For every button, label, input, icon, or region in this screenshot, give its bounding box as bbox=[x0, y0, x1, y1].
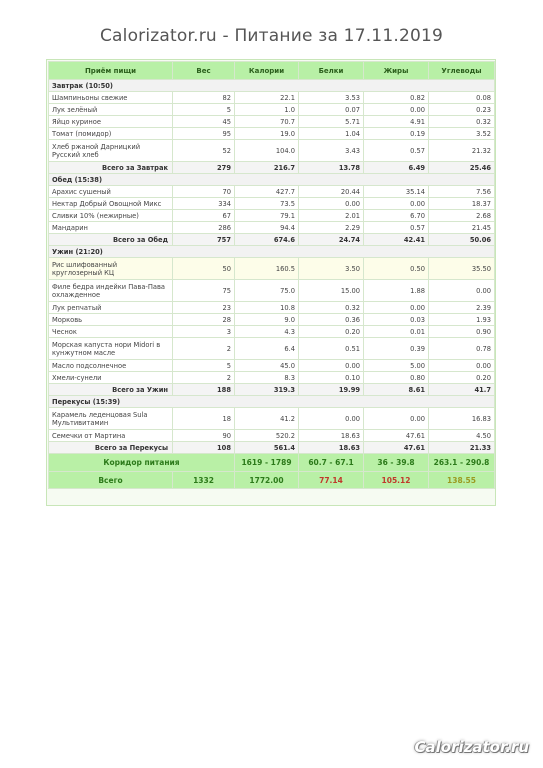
food-fat: 6.70 bbox=[364, 210, 429, 222]
section-total-protein: 24.74 bbox=[299, 234, 364, 246]
table-row bbox=[49, 372, 495, 384]
food-fat: 5.00 bbox=[364, 360, 429, 372]
food-calories: 8.3 bbox=[235, 372, 299, 384]
food-protein: 15.00 bbox=[299, 280, 364, 302]
food-carbs: 18.37 bbox=[429, 198, 495, 210]
section-total-label: Всего за Завтрак bbox=[49, 162, 173, 174]
food-weight: 2 bbox=[173, 372, 235, 384]
food-weight: 95 bbox=[173, 128, 235, 140]
section-title: Ужин (21:20) bbox=[49, 246, 495, 258]
food-fat: 0.57 bbox=[364, 140, 429, 162]
food-protein: 0.32 bbox=[299, 302, 364, 314]
food-weight: 75 bbox=[173, 280, 235, 302]
section-title: Обед (15:38) bbox=[49, 174, 495, 186]
food-carbs: 2.39 bbox=[429, 302, 495, 314]
food-carbs: 0.23 bbox=[429, 104, 495, 116]
table-header-row bbox=[49, 62, 495, 80]
food-carbs: 35.50 bbox=[429, 258, 495, 280]
food-name: Семечки от Мартина bbox=[49, 430, 173, 442]
food-name: Хлеб ржаной Дарницкий Русский хлеб bbox=[49, 140, 173, 162]
food-carbs: 0.00 bbox=[429, 360, 495, 372]
food-name: Нектар Добрый Овощной Микс bbox=[49, 198, 173, 210]
table-row bbox=[49, 280, 495, 302]
section-title: Перекусы (15:39) bbox=[49, 396, 495, 408]
food-carbs: 0.32 bbox=[429, 116, 495, 128]
table-row bbox=[49, 258, 495, 280]
food-fat: 0.39 bbox=[364, 338, 429, 360]
section-total-label: Всего за Ужин bbox=[49, 384, 173, 396]
column-header-protein: Белки bbox=[299, 62, 364, 80]
food-weight: 67 bbox=[173, 210, 235, 222]
section-total-calories: 561.4 bbox=[235, 442, 299, 454]
food-fat: 0.80 bbox=[364, 372, 429, 384]
food-calories: 10.8 bbox=[235, 302, 299, 314]
food-name: Чеснок bbox=[49, 326, 173, 338]
food-calories: 70.7 bbox=[235, 116, 299, 128]
food-protein: 2.01 bbox=[299, 210, 364, 222]
food-weight: 70 bbox=[173, 186, 235, 198]
column-header-calories: Калории bbox=[235, 62, 299, 80]
grand-total-fat: 105.12 bbox=[364, 472, 429, 489]
food-carbs: 0.20 bbox=[429, 372, 495, 384]
table-row bbox=[49, 222, 495, 234]
food-weight: 286 bbox=[173, 222, 235, 234]
grand-total-label: Всего bbox=[49, 472, 173, 489]
food-weight: 23 bbox=[173, 302, 235, 314]
section-total-protein: 19.99 bbox=[299, 384, 364, 396]
food-protein: 20.44 bbox=[299, 186, 364, 198]
food-protein: 0.00 bbox=[299, 198, 364, 210]
food-name: Томат (помидор) bbox=[49, 128, 173, 140]
food-carbs: 1.93 bbox=[429, 314, 495, 326]
food-protein: 3.50 bbox=[299, 258, 364, 280]
food-fat: 0.50 bbox=[364, 258, 429, 280]
food-carbs: 16.83 bbox=[429, 408, 495, 430]
food-calories: 94.4 bbox=[235, 222, 299, 234]
food-weight: 2 bbox=[173, 338, 235, 360]
section-total-row bbox=[49, 234, 495, 246]
food-fat: 0.57 bbox=[364, 222, 429, 234]
section-total-row bbox=[49, 162, 495, 174]
food-calories: 73.5 bbox=[235, 198, 299, 210]
section-total-carbs: 25.46 bbox=[429, 162, 495, 174]
food-fat: 0.00 bbox=[364, 198, 429, 210]
food-protein: 0.36 bbox=[299, 314, 364, 326]
food-calories: 6.4 bbox=[235, 338, 299, 360]
food-calories: 160.5 bbox=[235, 258, 299, 280]
food-name: Мандарин bbox=[49, 222, 173, 234]
section-total-label: Всего за Перекусы bbox=[49, 442, 173, 454]
table-row bbox=[49, 314, 495, 326]
food-weight: 5 bbox=[173, 360, 235, 372]
food-calories: 22.1 bbox=[235, 92, 299, 104]
table-row bbox=[49, 116, 495, 128]
food-name: Лук репчатый bbox=[49, 302, 173, 314]
grand-total-row bbox=[49, 472, 495, 489]
food-protein: 0.20 bbox=[299, 326, 364, 338]
section-total-weight: 757 bbox=[173, 234, 235, 246]
food-protein: 2.29 bbox=[299, 222, 364, 234]
section-total-protein: 18.63 bbox=[299, 442, 364, 454]
food-fat: 1.88 bbox=[364, 280, 429, 302]
section-header-row bbox=[49, 80, 495, 92]
food-weight: 28 bbox=[173, 314, 235, 326]
food-name: Сливки 10% (нежирные) bbox=[49, 210, 173, 222]
food-name: Яйцо куриное bbox=[49, 116, 173, 128]
table-row bbox=[49, 128, 495, 140]
food-fat: 47.61 bbox=[364, 430, 429, 442]
food-calories: 520.2 bbox=[235, 430, 299, 442]
food-weight: 90 bbox=[173, 430, 235, 442]
table-body bbox=[49, 80, 495, 454]
food-fat: 4.91 bbox=[364, 116, 429, 128]
section-header-row bbox=[49, 246, 495, 258]
table-row bbox=[49, 326, 495, 338]
food-calories: 9.0 bbox=[235, 314, 299, 326]
table-row bbox=[49, 104, 495, 116]
food-weight: 50 bbox=[173, 258, 235, 280]
food-name: Филе бедра индейки Пава-Пава охлажденное bbox=[49, 280, 173, 302]
food-fat: 0.82 bbox=[364, 92, 429, 104]
food-calories: 19.0 bbox=[235, 128, 299, 140]
food-fat: 0.00 bbox=[364, 408, 429, 430]
food-weight: 334 bbox=[173, 198, 235, 210]
food-carbs: 0.78 bbox=[429, 338, 495, 360]
food-protein: 5.71 bbox=[299, 116, 364, 128]
grand-total-weight: 1332 bbox=[173, 472, 235, 489]
table-row bbox=[49, 408, 495, 430]
column-header-weight: Вес bbox=[173, 62, 235, 80]
section-total-label: Всего за Обед bbox=[49, 234, 173, 246]
food-protein: 0.00 bbox=[299, 360, 364, 372]
corridor-carbs: 263.1 - 290.8 bbox=[429, 454, 495, 472]
food-calories: 79.1 bbox=[235, 210, 299, 222]
food-protein: 0.07 bbox=[299, 104, 364, 116]
food-protein: 0.00 bbox=[299, 408, 364, 430]
column-header-carbs: Углеводы bbox=[429, 62, 495, 80]
section-total-calories: 216.7 bbox=[235, 162, 299, 174]
table-row bbox=[49, 186, 495, 198]
food-weight: 82 bbox=[173, 92, 235, 104]
food-calories: 427.7 bbox=[235, 186, 299, 198]
corridor-row bbox=[49, 454, 495, 472]
table-row bbox=[49, 430, 495, 442]
food-name: Рис шлифованный круглозерный КЦ bbox=[49, 258, 173, 280]
grand-total-protein: 77.14 bbox=[299, 472, 364, 489]
food-protein: 3.43 bbox=[299, 140, 364, 162]
food-fat: 35.14 bbox=[364, 186, 429, 198]
section-total-fat: 6.49 bbox=[364, 162, 429, 174]
column-header-fat: Жиры bbox=[364, 62, 429, 80]
food-carbs: 3.52 bbox=[429, 128, 495, 140]
food-weight: 3 bbox=[173, 326, 235, 338]
food-weight: 5 bbox=[173, 104, 235, 116]
food-calories: 4.3 bbox=[235, 326, 299, 338]
corridor-protein: 60.7 - 67.1 bbox=[299, 454, 364, 472]
food-calories: 104.0 bbox=[235, 140, 299, 162]
section-total-calories: 674.6 bbox=[235, 234, 299, 246]
food-name: Хмели-сунели bbox=[49, 372, 173, 384]
food-fat: 0.19 bbox=[364, 128, 429, 140]
section-total-row bbox=[49, 442, 495, 454]
food-calories: 45.0 bbox=[235, 360, 299, 372]
nutrition-table bbox=[48, 61, 495, 489]
food-carbs: 2.68 bbox=[429, 210, 495, 222]
section-total-calories: 319.3 bbox=[235, 384, 299, 396]
food-carbs: 0.08 bbox=[429, 92, 495, 104]
food-name: Арахис сушеный bbox=[49, 186, 173, 198]
section-total-carbs: 50.06 bbox=[429, 234, 495, 246]
food-name: Масло подсолнечное bbox=[49, 360, 173, 372]
section-total-carbs: 41.7 bbox=[429, 384, 495, 396]
food-calories: 41.2 bbox=[235, 408, 299, 430]
food-protein: 18.63 bbox=[299, 430, 364, 442]
section-total-fat: 42.41 bbox=[364, 234, 429, 246]
food-fat: 0.03 bbox=[364, 314, 429, 326]
section-total-fat: 8.61 bbox=[364, 384, 429, 396]
section-header-row bbox=[49, 174, 495, 186]
section-total-weight: 188 bbox=[173, 384, 235, 396]
food-carbs: 21.45 bbox=[429, 222, 495, 234]
corridor-calories: 1619 - 1789 bbox=[235, 454, 299, 472]
table-row bbox=[49, 92, 495, 104]
nutrition-table-frame bbox=[46, 59, 496, 506]
section-title: Завтрак (10:50) bbox=[49, 80, 495, 92]
section-total-fat: 47.61 bbox=[364, 442, 429, 454]
food-calories: 1.0 bbox=[235, 104, 299, 116]
section-total-weight: 108 bbox=[173, 442, 235, 454]
table-row bbox=[49, 210, 495, 222]
food-protein: 0.51 bbox=[299, 338, 364, 360]
page-title: Calorizator.ru - Питание за 17.11.2019 bbox=[99, 26, 444, 46]
food-name: Морская капуста нори Midori в кунжутном масле bbox=[49, 338, 173, 360]
food-fat: 0.00 bbox=[364, 302, 429, 314]
corridor-label: Коридор питания bbox=[49, 454, 235, 472]
calorizator-logo: Calorizator.ru bbox=[414, 738, 529, 756]
section-total-carbs: 21.33 bbox=[429, 442, 495, 454]
grand-total-carbs: 138.55 bbox=[429, 472, 495, 489]
food-name: Карамель леденцовая Sula Мультивитамин bbox=[49, 408, 173, 430]
table-row bbox=[49, 140, 495, 162]
food-protein: 0.10 bbox=[299, 372, 364, 384]
table-row bbox=[49, 198, 495, 210]
food-fat: 0.01 bbox=[364, 326, 429, 338]
food-carbs: 4.50 bbox=[429, 430, 495, 442]
food-protein: 3.53 bbox=[299, 92, 364, 104]
food-carbs: 21.32 bbox=[429, 140, 495, 162]
food-weight: 45 bbox=[173, 116, 235, 128]
corridor-fat: 36 - 39.8 bbox=[364, 454, 429, 472]
food-carbs: 0.00 bbox=[429, 280, 495, 302]
column-header-meal: Приём пищи bbox=[49, 62, 173, 80]
table-row bbox=[49, 338, 495, 360]
food-name: Лук зелёный bbox=[49, 104, 173, 116]
food-name: Морковь bbox=[49, 314, 173, 326]
section-total-row bbox=[49, 384, 495, 396]
section-total-weight: 279 bbox=[173, 162, 235, 174]
table-row bbox=[49, 302, 495, 314]
food-weight: 18 bbox=[173, 408, 235, 430]
food-fat: 0.00 bbox=[364, 104, 429, 116]
section-header-row bbox=[49, 396, 495, 408]
food-weight: 52 bbox=[173, 140, 235, 162]
food-name: Шампиньоны свежие bbox=[49, 92, 173, 104]
food-carbs: 0.90 bbox=[429, 326, 495, 338]
food-carbs: 7.56 bbox=[429, 186, 495, 198]
table-row bbox=[49, 360, 495, 372]
grand-total-calories: 1772.00 bbox=[235, 472, 299, 489]
section-total-protein: 13.78 bbox=[299, 162, 364, 174]
food-protein: 1.04 bbox=[299, 128, 364, 140]
food-calories: 75.0 bbox=[235, 280, 299, 302]
